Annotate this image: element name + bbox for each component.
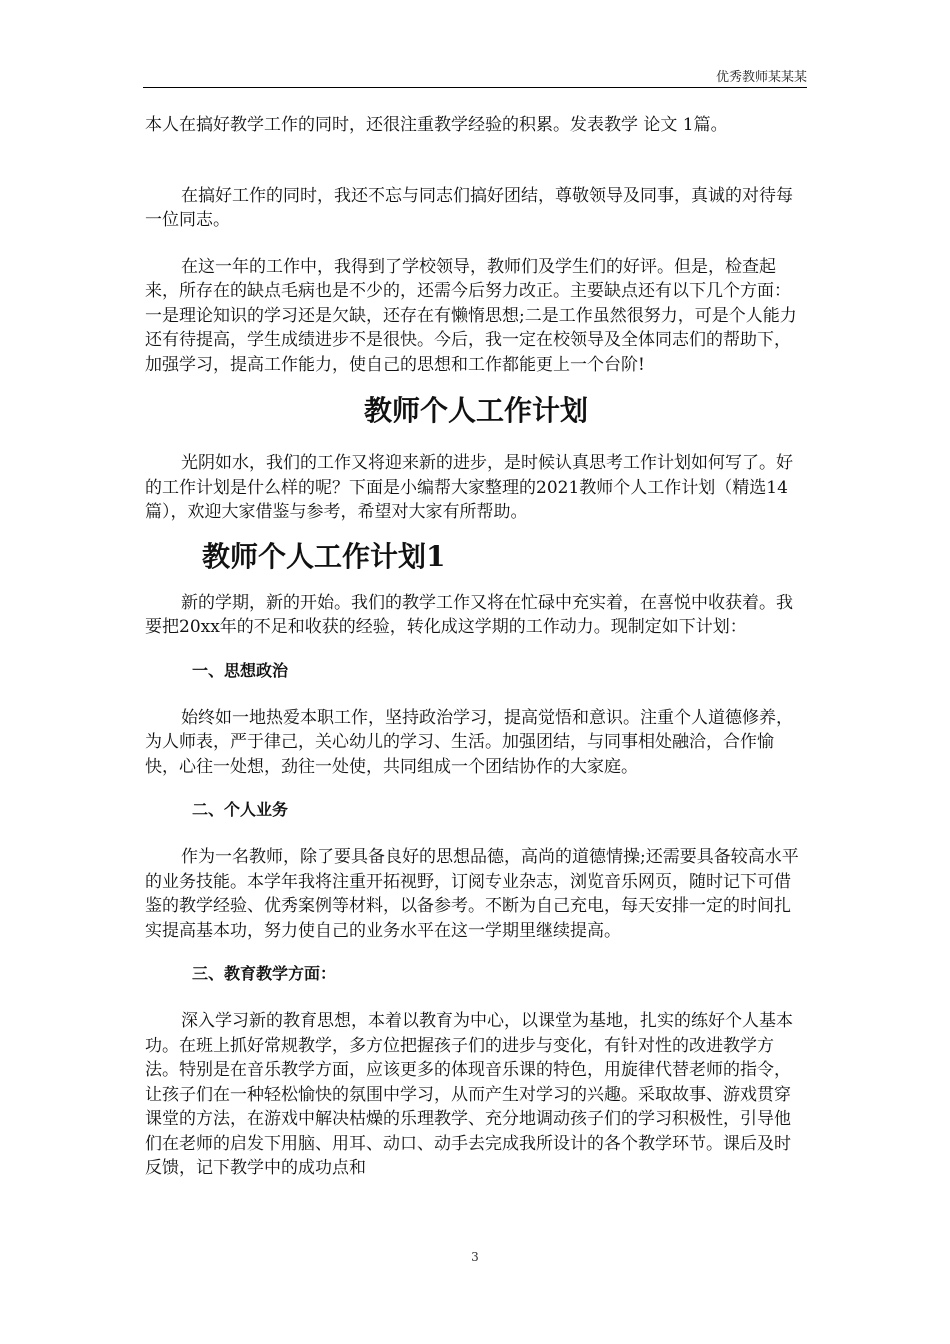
section-heading-politics: 一、思想政治: [192, 660, 289, 680]
paragraph-professional: 作为一名教师，除了要具备良好的思想品德，高尚的道德情操;还需要具备较高水平的业务技能。本学年我将注重开拓视野，订阅专业杂志，浏览音乐网页，随时记下可借鉴的教学经验、优秀案例等材料，以备参考。不断为自己充电，每天安排一定的时间扎实提高基本功，努力使自己的业务水平在这一学期里继续提高。: [145, 847, 799, 941]
doc-title: 教师个人工作计划: [363, 394, 588, 427]
paragraph-publication: 本人在搞好教学工作的同时，还很注重教学经验的积累。发表教学 论文 1篇。: [145, 115, 728, 135]
section-heading-teaching: 三、教育教学方面：: [192, 964, 337, 983]
paragraph-politics: 始终如一地热爱本职工作，坚持政治学习，提高觉悟和意识。注重个人道德修养，为人师表，严于律己，关心幼儿的学习、生活。加强团结，与同事相处融洽，合作愉快，心往一处想，劲往一处使，共同组成一个团结协作的大家庭。: [145, 707, 793, 777]
paragraph-plan-intro: 新的学期，新的开始。我们的教学工作又将在忙碌中充实着，在喜悦中收获着。我要把20xx年的不足和收获的经验，转化成这学期的工作动力。现制定如下计划：: [145, 592, 793, 637]
section-heading-professional: 二、个人业务: [192, 800, 289, 819]
paragraph-teaching: 深入学习新的教育思想，本着以教育为中心，以课堂为基地，扎实的练好个人基本功。在班上抓好常规教学，多方位把握孩子们的进步与变化，有针对性的改进教学方法。特别是在音乐教学方面，应该更多的体现音乐课的特色，用旋律代替老师的指令，让孩子们在一种轻松愉快的氛围中学习，从而产生对学习的兴趣。采取故事、游戏贯穿课堂的方法，在游戏中解决枯燥的乐理教学、充分地调动孩子们的学习积极性，引导他们在老师的启发下用脑、用耳、动口、动手去完成我所设计的各个教学环节。课后及时反馈，记下教学中的成功点和: [145, 1011, 793, 1178]
doc-subtitle: 教师个人工作计划1: [202, 539, 446, 573]
paragraph-unity: 在搞好工作的同时，我还不忘与同志们搞好团结，尊敬领导及同事，真诚的对待每一位同志。: [145, 185, 793, 230]
paragraph-intro: 光阴如水，我们的工作又将迎来新的进步，是时候认真思考工作计划如何写了。好的工作计划是什么样的呢？下面是小编帮大家整理的2021教师个人工作计划（精选14篇），欢迎大家借鉴与参考，希望对大家有所帮助。: [145, 453, 793, 522]
document-body: [145, 113, 807, 1181]
header-author: 优秀教师某某某: [715, 70, 807, 85]
paragraph-review: 在这一年的工作中，我得到了学校领导，教师们及学生们的好评。但是，检查起来，所存在的缺点毛病也是不少的，还需今后努力改正。主要缺点还有以下几个方面：一是理论知识的学习还是欠缺，还存在有懒惰思想;二是工作虽然很努力，可是个人能力还有待提高，学生成绩进步不是很快。今后，我一定在校领导及全体同志们的帮助下，加强学习，提高工作能力，使自己的思想和工作都能更上一个台阶!: [145, 256, 797, 375]
header-rule: [143, 87, 807, 88]
page-number: 3: [471, 1250, 479, 1264]
